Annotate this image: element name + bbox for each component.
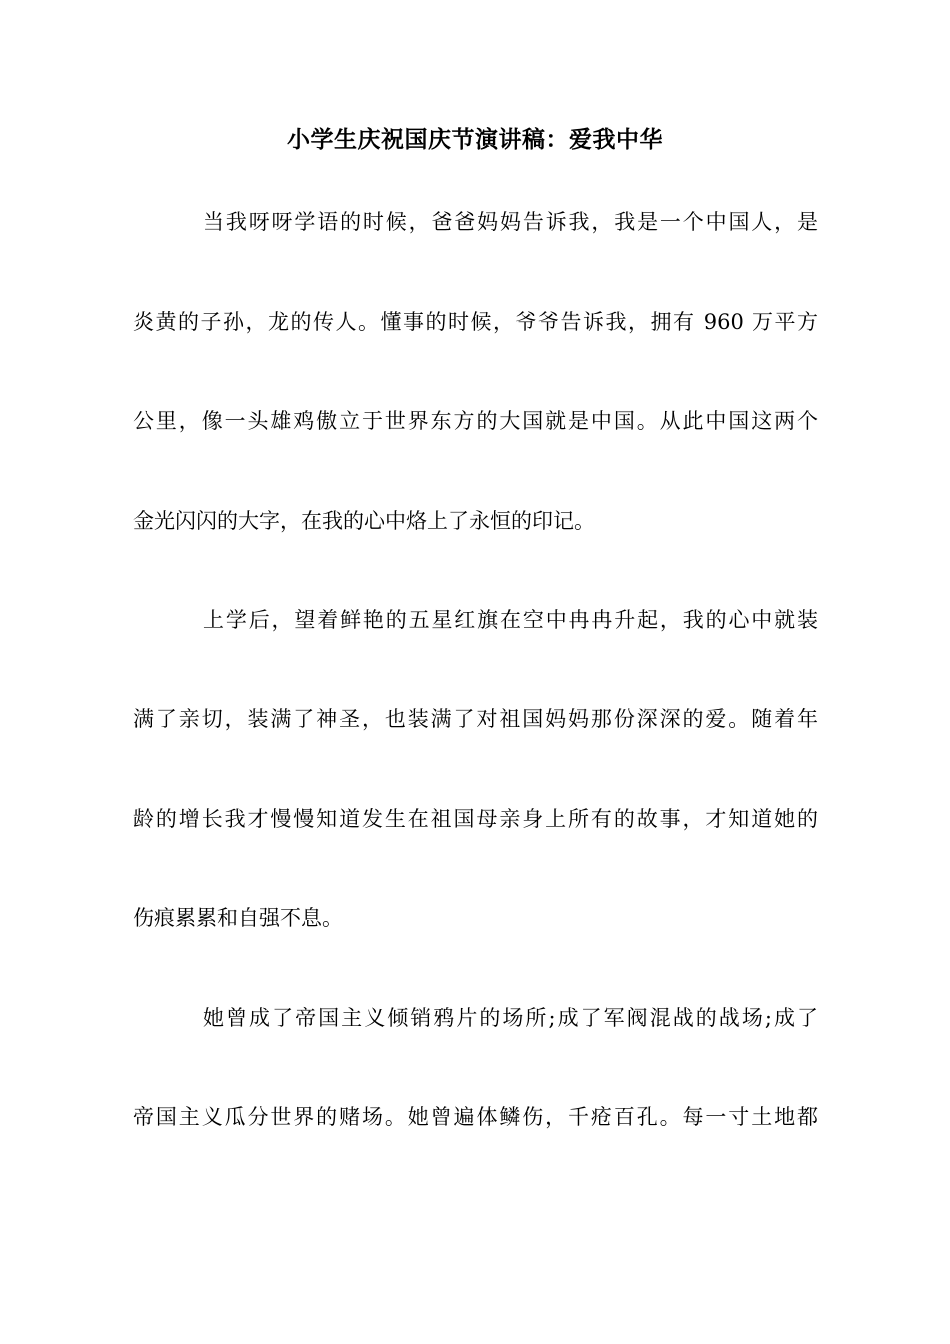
paragraph-2-line-3: 龄的增长我才慢慢知道发生在祖国母亲身上所有的故事，才知道她的 xyxy=(133,807,818,831)
paragraph-3-line-2: 帝国主义瓜分世界的赌场。她曾遍体鳞伤，千疮百孔。每一寸土地都 xyxy=(133,1105,818,1129)
paragraph-2-line-2: 满了亲切，装满了神圣，也装满了对祖国妈妈那份深深的爱。随着年 xyxy=(133,707,818,731)
paragraph-1-line-2: 炎黄的子孙，龙的传人。懂事的时候，爷爷告诉我，拥有 960 万平方 xyxy=(133,310,818,334)
document-title: 小学生庆祝国庆节演讲稿：爱我中华 xyxy=(287,127,663,153)
paragraph-2-line-1: 上学后，望着鲜艳的五星红旗在空中冉冉升起，我的心中就装 xyxy=(203,608,818,632)
paragraph-1-line-3: 公里，像一头雄鸡傲立于世界东方的大国就是中国。从此中国这两个 xyxy=(133,409,818,433)
paragraph-1-line-4: 金光闪闪的大字，在我的心中烙上了永恒的印记。 xyxy=(133,509,595,533)
paragraph-1-line-1: 当我呀呀学语的时候，爸爸妈妈告诉我，我是一个中国人，是 xyxy=(203,210,818,234)
paragraph-2-line-4: 伤痕累累和自强不息。 xyxy=(133,906,343,930)
paragraph-3-line-1: 她曾成了帝国主义倾销鸦片的场所;成了军阀混战的战场;成了 xyxy=(203,1006,818,1030)
